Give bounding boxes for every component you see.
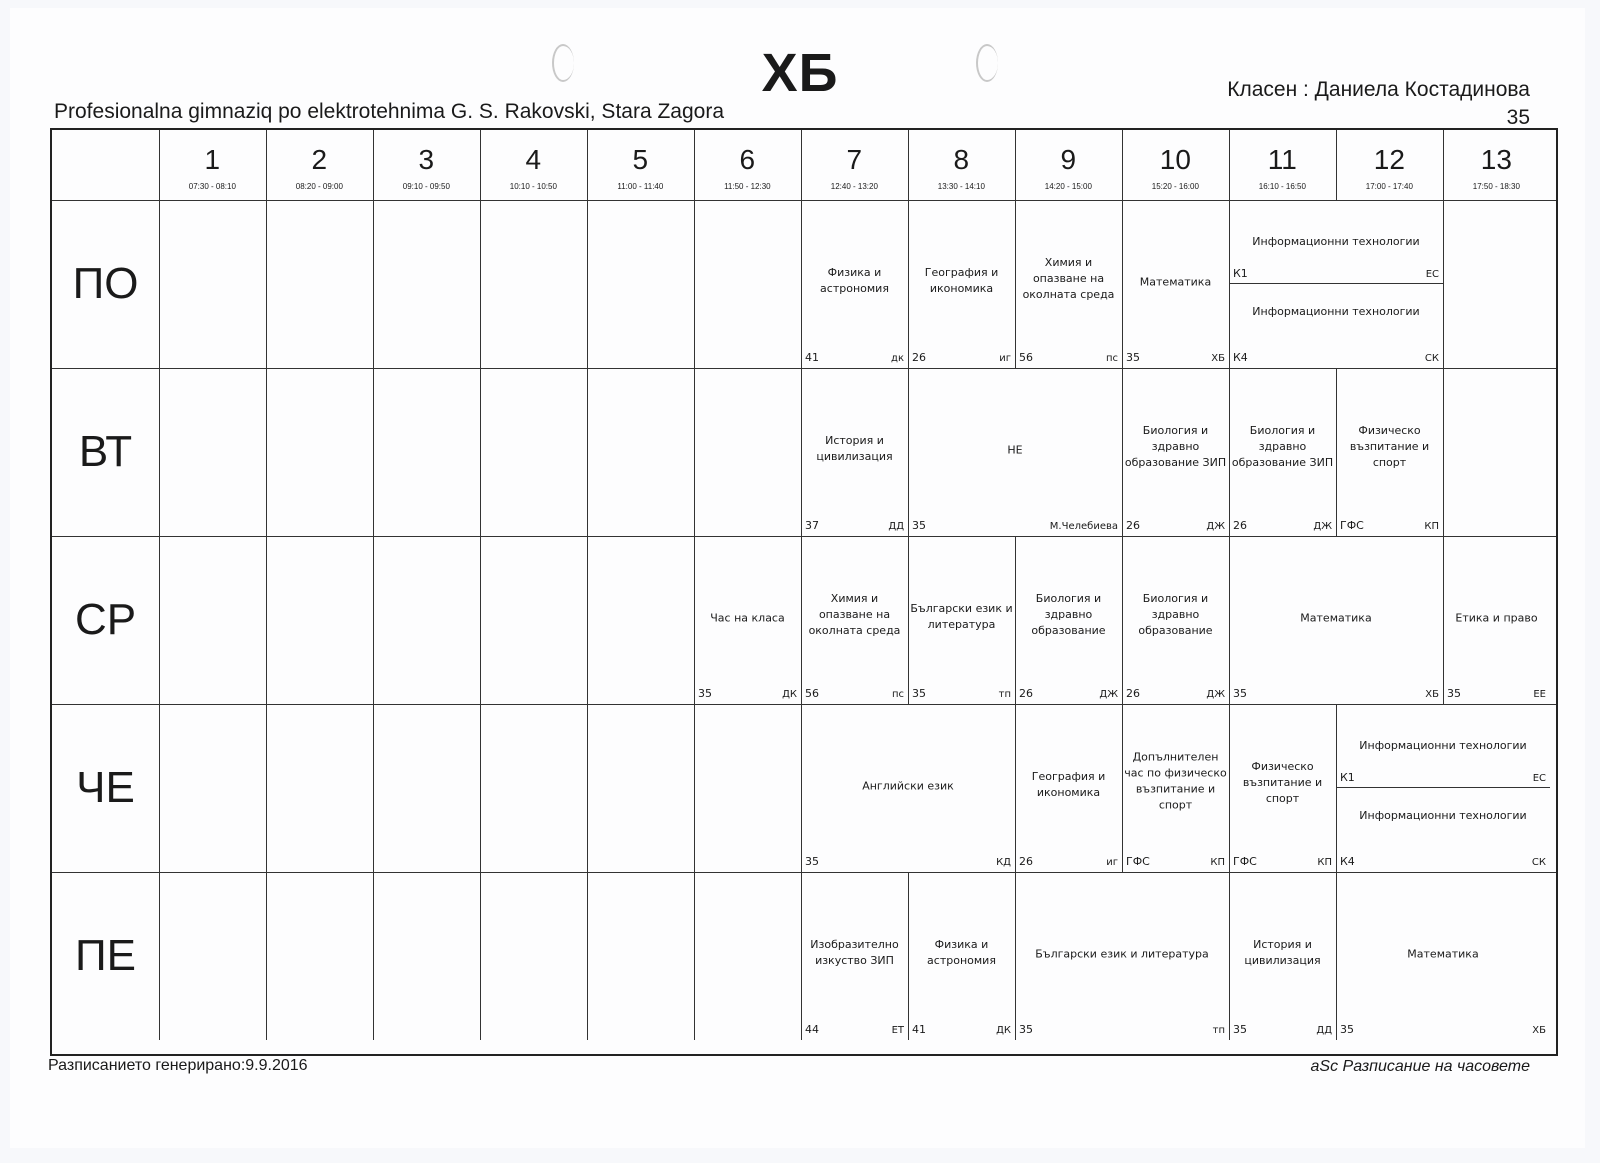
lesson-room: 26 [1019,855,1033,868]
lesson-room: 44 [805,1023,819,1036]
column-divider [159,872,160,1040]
lesson-teacher: ДЖ [1313,521,1332,532]
lesson-room: 26 [1019,687,1033,700]
column-divider [159,368,160,536]
lesson-subject: Информационни технологии [1252,305,1420,318]
lesson-room: 35 [698,687,712,700]
lesson-cell [801,704,1015,872]
lesson-teacher: пс [891,689,904,700]
lesson-cell [801,368,908,536]
lesson-subject: Физическо възпитание и спорт [1242,760,1323,806]
lesson-subject: Час на класа [710,611,785,625]
lesson-cell [1229,368,1336,536]
lesson-cell [1229,200,1443,284]
period-time: 08:20 - 09:00 [295,182,343,191]
day-label: ЧЕ [76,763,135,812]
period-time: 12:40 - 13:20 [830,182,878,191]
lesson-cell [1122,704,1229,872]
lesson-group: К1 [1233,267,1248,280]
lesson-cell [908,872,1015,1040]
lesson-cell [1336,872,1550,1040]
period-number: 3 [418,144,435,175]
column-divider [587,200,588,368]
lesson-room: 41 [805,351,819,364]
period-header [373,130,480,200]
period-number: 7 [846,144,863,175]
lesson-teacher: ХБ [1532,1025,1546,1036]
period-header [1336,130,1443,200]
lesson-subject: Информационни технологии [1359,809,1527,822]
column-divider [266,368,267,536]
column-divider [373,368,374,536]
lesson-teacher: тп [998,689,1011,700]
period-number: 9 [1060,144,1077,175]
period-header [266,130,373,200]
column-divider [694,130,695,200]
lesson-subject: Математика [1300,611,1372,625]
column-divider [908,130,909,200]
lesson-teacher: ДК [782,689,797,700]
period-time: 09:10 - 09:50 [402,182,450,191]
lesson-subject: История и цивилизация [816,433,893,463]
column-divider [587,368,588,536]
period-time: 11:50 - 12:30 [724,182,771,191]
lesson-room: 41 [912,1023,926,1036]
lesson-cell [908,200,1015,368]
lesson-room: 35 [912,687,926,700]
period-time: 16:10 - 16:50 [1258,182,1306,191]
lesson-teacher: иг [1106,857,1118,868]
lesson-teacher: тп [1212,1025,1225,1036]
lesson-teacher: ДЖ [1099,689,1118,700]
lesson-cell [1229,704,1336,872]
lesson-cell [1122,536,1229,704]
period-header [587,130,694,200]
lesson-teacher: КП [1210,857,1225,868]
period-header [1015,130,1122,200]
lesson-teacher: КД [996,857,1011,868]
lesson-teacher: ХБ [1211,353,1225,364]
lesson-cell [1443,536,1550,704]
lesson-cell [1336,788,1550,872]
column-divider [373,200,374,368]
column-divider [587,536,588,704]
lesson-teacher: ДЖ [1206,521,1225,532]
column-divider [373,536,374,704]
column-divider [266,536,267,704]
column-divider [1443,368,1444,536]
lesson-teacher: ДЖ [1206,689,1225,700]
period-header [159,130,266,200]
lesson-cell [908,368,1122,536]
lesson-room: ГФС [1233,855,1257,868]
column-divider [1015,130,1016,200]
period-time: 10:10 - 10:50 [509,182,557,191]
lesson-room: 35 [1233,687,1247,700]
day-label: ВТ [78,427,133,476]
lesson-teacher: ЕС [1425,269,1439,280]
period-number: 10 [1159,144,1191,175]
lesson-subject: Биология и здравно образование [1031,592,1106,638]
lesson-group: К4 [1233,351,1248,364]
period-time: 11:00 - 11:40 [617,182,664,191]
period-time: 15:20 - 16:00 [1151,182,1199,191]
period-time: 07:30 - 08:10 [188,182,236,191]
column-divider [480,130,481,200]
period-header [1122,130,1229,200]
lesson-teacher: ХБ [1425,689,1439,700]
lesson-subject: Допълнителен час по физическо възпитание и спорт [1124,750,1227,812]
lesson-teacher: ДК [996,1025,1011,1036]
period-number: 12 [1373,144,1405,175]
column-divider [480,536,481,704]
lesson-cell [801,872,908,1040]
lesson-cell [1229,536,1443,704]
period-number: 4 [525,144,542,175]
generated-date: Разписанието генерирано:9.9.2016 [48,1057,308,1074]
lesson-subject: География и икономика [924,265,999,295]
lesson-teacher: ЕЕ [1533,689,1546,700]
lesson-room: 35 [1447,687,1461,700]
column-divider [373,704,374,872]
lesson-subject: География и икономика [1031,769,1106,799]
lesson-subject: Български език и литература [1035,947,1209,961]
column-divider [587,704,588,872]
lesson-teacher: СК [1531,857,1546,868]
period-number: 13 [1480,144,1512,175]
period-time: 14:20 - 15:00 [1044,182,1092,191]
lesson-subject: История и цивилизация [1244,937,1321,967]
period-number: 1 [204,144,221,175]
column-divider [480,704,481,872]
lesson-subject: Биология и здравно образование ЗИП [1124,424,1227,470]
lesson-room: 26 [912,351,926,364]
lesson-room: 56 [1019,351,1033,364]
lesson-room: 35 [1126,351,1140,364]
period-header [1229,130,1336,200]
period-header [1443,130,1550,200]
lesson-room: 35 [912,519,926,532]
column-divider [266,200,267,368]
lesson-subject: Химия и опазване на околната среда [808,592,901,638]
column-divider [266,704,267,872]
lesson-teacher: иг [999,353,1011,364]
column-divider [1122,130,1123,200]
period-number: 2 [311,144,328,175]
lesson-subject: Физика и астрономия [927,937,996,967]
column-divider [480,200,481,368]
column-divider [373,872,374,1040]
lesson-room: 26 [1126,687,1140,700]
lesson-cell [1015,872,1229,1040]
day-label: ПО [72,259,139,308]
class-title: ХБ [761,43,839,103]
lesson-subject: Информационни технологии [1359,739,1527,752]
column-divider [159,704,160,872]
lesson-subject: Английски език [862,779,954,793]
lesson-room: 35 [1233,1023,1247,1036]
lesson-room: 26 [1126,519,1140,532]
day-label: СР [74,595,137,644]
period-header [801,130,908,200]
period-header [694,130,801,200]
class-room: 35 [1506,106,1530,129]
lesson-cell [1122,200,1229,368]
column-divider [587,872,588,1040]
lesson-teacher: СК [1424,353,1439,364]
column-divider [159,130,160,200]
lesson-teacher: КП [1317,857,1332,868]
lesson-subject: НЕ [1007,443,1023,457]
lesson-subject: Етика и право [1455,611,1538,625]
lesson-room: 37 [805,519,819,532]
lesson-subject: Биология и здравно образование ЗИП [1231,424,1334,470]
day-label: ПЕ [75,931,136,980]
lesson-subject: Физика и астрономия [820,265,889,295]
column-divider [694,200,695,368]
period-time: 17:50 - 18:30 [1472,182,1520,191]
lesson-cell [694,536,801,704]
column-divider [1229,130,1230,200]
column-divider [373,130,374,200]
lesson-group: К4 [1340,855,1355,868]
column-divider [1336,130,1337,200]
column-divider [1443,130,1444,200]
lesson-cell [801,536,908,704]
period-header [908,130,1015,200]
lesson-teacher: ЕС [1532,773,1546,784]
lesson-subject: Информационни технологии [1252,235,1420,248]
lesson-teacher: КП [1424,521,1439,532]
period-time: 17:00 - 17:40 [1365,182,1413,191]
school-name: Profesionalna gimnaziq po elektrotehnima G. S. Rakovski, Stara Zagora [54,100,725,123]
column-divider [694,368,695,536]
column-divider [694,704,695,872]
lesson-room: 35 [1019,1023,1033,1036]
class-teacher: Класен : Даниела Костадинова [1227,78,1530,101]
column-divider [480,872,481,1040]
lesson-cell [1122,368,1229,536]
lesson-subject: Химия и опазване на околната среда [1022,256,1115,302]
lesson-room: ГФС [1126,855,1150,868]
lesson-subject: Български език и литература [910,601,1013,631]
column-divider [587,130,588,200]
lesson-cell [1229,872,1336,1040]
lesson-teacher: М.Челебиева [1049,521,1118,532]
period-header [480,130,587,200]
lesson-room: 26 [1233,519,1247,532]
lesson-cell [1015,200,1122,368]
lesson-teacher: ЕТ [891,1025,904,1036]
lesson-subject: Биология и здравно образование [1138,592,1213,638]
lesson-teacher: пс [1105,353,1118,364]
period-number: 5 [632,144,649,175]
lesson-subject: Математика [1139,275,1212,289]
lesson-group: К1 [1340,771,1355,784]
lesson-cell [908,536,1015,704]
column-divider [1443,200,1444,368]
lesson-subject: Изобразително изкуство ЗИП [810,937,899,967]
lesson-subject: Физическо възпитание и спорт [1349,424,1430,470]
lesson-teacher: дк [891,353,904,364]
lesson-room: 56 [805,687,819,700]
lesson-cell [1015,704,1122,872]
software-brand: aSc Разписание на часовете [1310,1058,1530,1075]
period-number: 11 [1267,144,1297,175]
column-divider [266,872,267,1040]
lesson-cell [801,200,908,368]
column-divider [159,200,160,368]
column-divider [266,130,267,200]
lesson-room: ГФС [1340,519,1364,532]
column-divider [801,130,802,200]
timetable-grid [50,128,1558,1056]
column-divider [480,368,481,536]
period-number: 6 [739,144,756,175]
lesson-cell [1336,368,1443,536]
lesson-cell [1015,536,1122,704]
lesson-room: 35 [805,855,819,868]
lesson-subject: Математика [1407,947,1479,961]
period-number: 8 [953,144,970,175]
lesson-cell [1229,284,1443,368]
lesson-room: 35 [1340,1023,1354,1036]
column-divider [694,872,695,1040]
lesson-teacher: ДД [1316,1025,1332,1036]
lesson-teacher: ДД [888,521,904,532]
lesson-cell [1336,704,1550,788]
period-time: 13:30 - 14:10 [937,182,985,191]
column-divider [159,536,160,704]
